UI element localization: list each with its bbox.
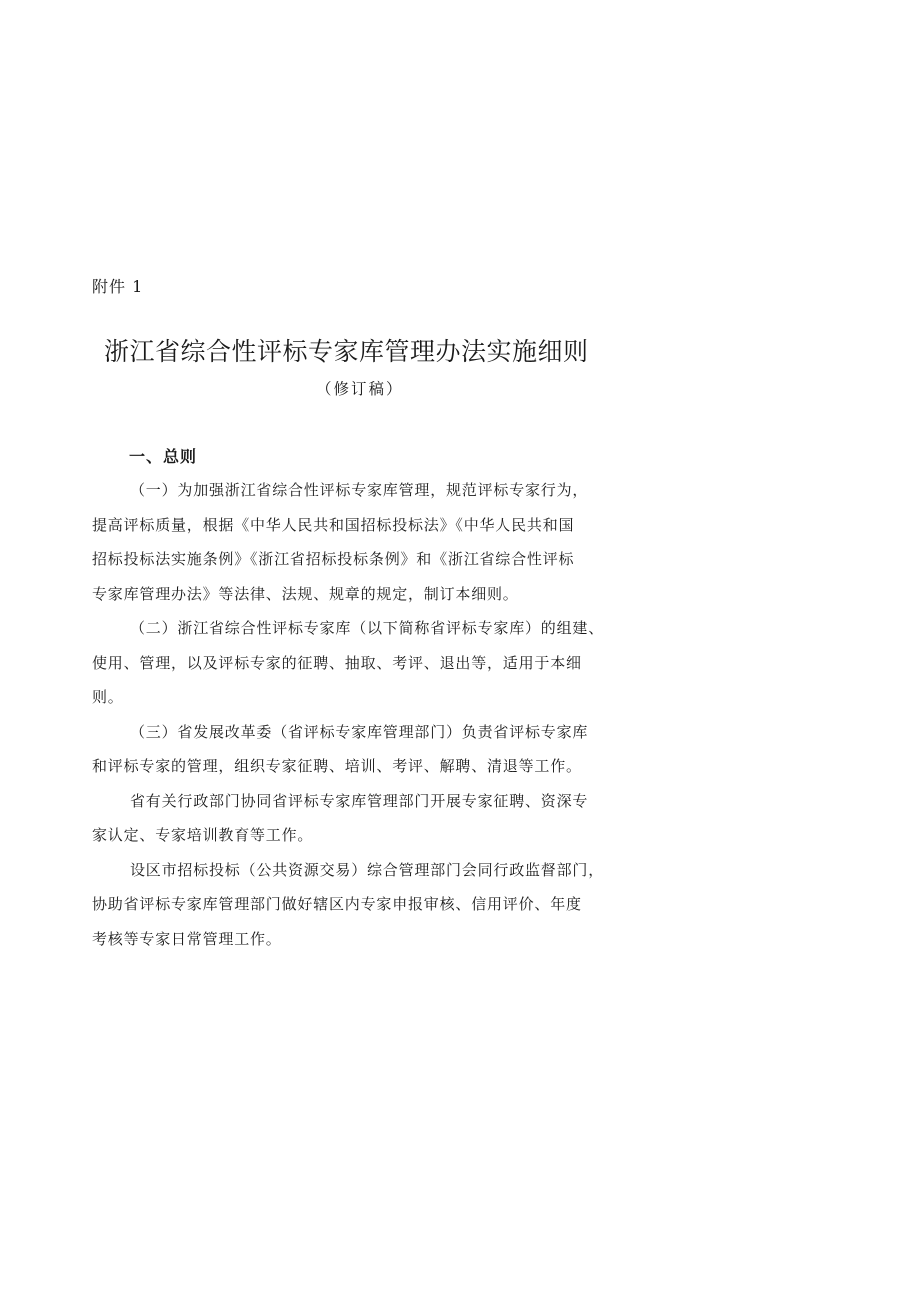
body-text [92,473,632,956]
paragraph-line: 提高评标质量，根据《中华人民共和国招标投标法》《中华人民共和国 [92,515,575,534]
paragraph-line: 和评标专家的管理，组织专家征聘、培训、考评、解聘、清退等工作。 [92,757,582,775]
paragraph-line: （三）省发展改革委（省评标专家库管理部门）负责省评标专家库 [130,722,589,741]
paragraph-line: 协助省评标专家库管理部门做好辖区内专家申报审核、信用评价、年度 [92,895,582,913]
paragraph-line: 考核等专家日常管理工作。 [92,929,282,948]
document-subtitle: （修订稿） [316,380,404,398]
section-heading: 一、总则 [129,447,198,466]
paragraph-line: 招标投标法实施条例》《浙江省招标投标条例》和《浙江省综合性评标 [92,550,575,568]
paragraph-line: （一）为加强浙江省综合性评标专家库管理，规范评标专家行为， [130,481,589,499]
paragraph-line: 家认定、专家培训教育等工作。 [92,826,314,844]
paragraph-line: 则。 [92,688,124,706]
paragraph-line: 省有关行政部门协同省评标专家库管理部门开展专家征聘、资深专 [130,791,589,810]
paragraph-line: 使用、管理，以及评标专家的征聘、抽取、考评、退出等，适用于本细 [92,653,582,672]
paragraph-line: 专家库管理办法》等法律、法规、规章的规定，制订本细则。 [92,584,519,603]
document-title: 浙江省综合性评标专家库管理办法实施细则 [104,337,589,366]
attachment-label: 附件 1 [92,277,144,296]
paragraph-line: （二）浙江省综合性评标专家库（以下简称省评标专家库）的组建、 [130,619,605,637]
paragraph-line: 设区市招标投标（公共资源交易）综合管理部门会同行政监督部门， [130,860,605,879]
